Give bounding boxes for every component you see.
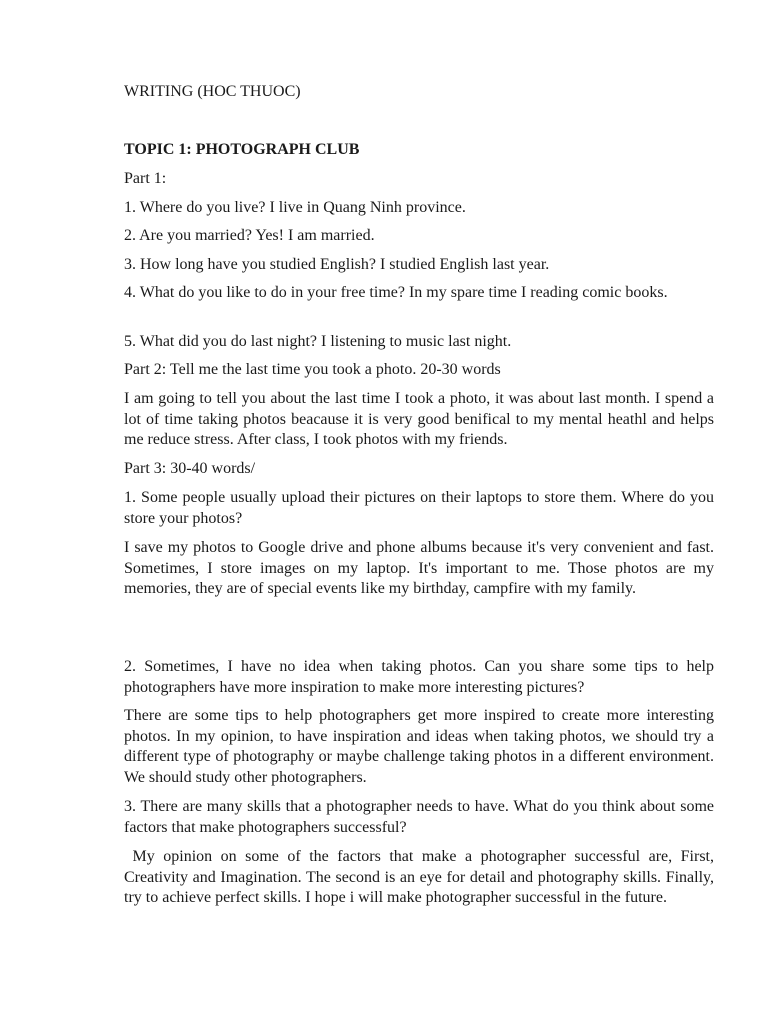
part3-question-3: 3. There are many skills that a photographer needs to have. What do you think about some factors that make photographers successful? xyxy=(124,798,714,836)
part3-answer-1: I save my photos to Google drive and phone albums because it's very convenient and fast. Sometimes, I store images on my laptop. It's important to me. Those photos are my memories, they are of special events like my birthday, campfire with my family. xyxy=(124,539,714,598)
topic-title: TOPIC 1: PHOTOGRAPH CLUB xyxy=(124,141,360,158)
part2-answer: I am going to tell you about the last time I took a photo, it was about last month. I spend a lot of time taking photos beacause it is very good benifical to my mental heathl and helps me reduce stress. After class, I took photos with my friends. xyxy=(124,390,714,449)
part3-question-2: 2. Sometimes, I have no idea when taking photos. Can you share some tips to help photographers have more inspiration to make more interesting pictures? xyxy=(124,658,714,696)
part1-question-2: 2. Are you married? Yes! I am married. xyxy=(124,227,375,244)
part1-label: Part 1: xyxy=(124,170,167,187)
part1-question-3: 3. How long have you studied English? I studied English last year. xyxy=(124,256,550,273)
part1-question-5: 5. What did you do last night? I listening to music last night. xyxy=(124,333,512,350)
part3-answer-2: There are some tips to help photographers get more inspired to create more interesting photos. In my opinion, to have inspiration and ideas when taking photos, we should try a different type of photography or maybe challenge taking photos in a different environment. We should study other photographers. xyxy=(124,707,714,786)
part3-question-1: 1. Some people usually upload their pictures on their laptops to store them. Where do you store your photos? xyxy=(124,489,714,527)
document-heading: WRITING (HOC THUOC) xyxy=(124,83,301,100)
part3-label: Part 3: 30-40 words/ xyxy=(124,460,256,477)
part1-question-1: 1. Where do you live? I live in Quang Ninh province. xyxy=(124,199,466,216)
part1-question-4: 4. What do you like to do in your free time? In my spare time I reading comic books. xyxy=(124,284,668,301)
part2-label: Part 2: Tell me the last time you took a photo. 20-30 words xyxy=(124,361,501,378)
part3-answer-3: My opinion on some of the factors that make a photographer successful are, First, Creativity and Imagination. The second is an eye for detail and photography skills. Finally, try to achieve perfect skills. I hope i will make photographer successful in the future. xyxy=(124,848,719,907)
